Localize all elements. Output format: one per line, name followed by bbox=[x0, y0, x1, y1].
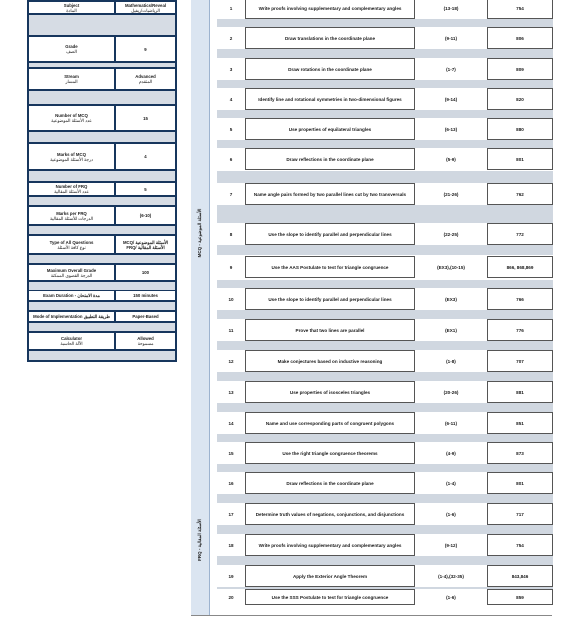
question-description: Name angle pairs formed by two parallel lines cut by two transversals bbox=[245, 183, 415, 205]
question-description: Use the right triangle congruence theorems bbox=[245, 442, 415, 464]
question-row bbox=[217, 319, 553, 341]
question-number: 12 bbox=[217, 350, 245, 372]
question-range: (EX3) bbox=[415, 288, 487, 310]
mode-value: Paper-Based bbox=[116, 312, 175, 321]
question-page: 820 bbox=[487, 88, 553, 110]
question-range: (5-9) bbox=[415, 148, 487, 170]
question-row bbox=[217, 350, 553, 372]
row-gap bbox=[217, 205, 553, 223]
question-range: (13-18) bbox=[415, 0, 487, 19]
calculator-label-ar: الآلة الحاسبة bbox=[60, 341, 83, 346]
question-number: 14 bbox=[217, 412, 245, 434]
question-row bbox=[217, 565, 553, 587]
marks-frq-label: Marks per FRQ bbox=[56, 210, 87, 216]
question-page: 880 bbox=[487, 118, 553, 140]
row-gap bbox=[217, 341, 553, 350]
subject-label-cell bbox=[29, 2, 114, 13]
stream-value-ar: المتقدم bbox=[138, 79, 153, 84]
question-page: 809 bbox=[487, 58, 553, 80]
question-page: 762 bbox=[487, 183, 553, 205]
stream-value-cell bbox=[116, 69, 175, 89]
question-number: 6 bbox=[217, 148, 245, 170]
question-page: 772 bbox=[487, 223, 553, 245]
question-page: 873 bbox=[487, 442, 553, 464]
question-page: 754 bbox=[487, 0, 553, 19]
question-number: 8 bbox=[217, 223, 245, 245]
row-gap bbox=[217, 434, 553, 442]
marks-mcq-value: 4 bbox=[116, 144, 175, 169]
frq-section-label: FRQ - الأسئلة المقالية bbox=[197, 519, 202, 561]
question-description: Write proofs involving supplementary and complementary angles bbox=[245, 534, 415, 556]
question-number: 19 bbox=[217, 565, 245, 587]
row-gap bbox=[29, 197, 175, 205]
row-gap bbox=[217, 49, 553, 58]
table-bottom-edge bbox=[191, 615, 552, 620]
question-row bbox=[217, 118, 553, 140]
question-number: 4 bbox=[217, 88, 245, 110]
question-page: 754 bbox=[487, 534, 553, 556]
question-description: Identify line and rotational symmetries in two-dimensional figures bbox=[245, 88, 415, 110]
question-page: 707 bbox=[487, 350, 553, 372]
question-description: Use properties of isosceles triangles bbox=[245, 381, 415, 403]
question-row bbox=[217, 503, 553, 525]
question-page: 881 bbox=[487, 381, 553, 403]
row-gap bbox=[217, 525, 553, 534]
max-grade-label-ar: الدرجة القصوى الممكنة bbox=[50, 272, 93, 278]
grade-value: 9 bbox=[116, 37, 175, 61]
question-row bbox=[217, 256, 553, 278]
num-mcq-label: Number of MCQ bbox=[55, 113, 88, 118]
question-page: 851 bbox=[487, 412, 553, 434]
num-mcq-label-cell bbox=[29, 106, 114, 130]
row-gap bbox=[217, 310, 553, 319]
row-gap bbox=[217, 494, 553, 503]
question-page: 776 bbox=[487, 319, 553, 341]
question-row bbox=[217, 27, 553, 49]
question-number: 17 bbox=[217, 503, 245, 525]
num-mcq-value: 15 bbox=[116, 106, 175, 130]
question-number: 10 bbox=[217, 288, 245, 310]
row-gap bbox=[29, 132, 175, 142]
question-range: (22-25) bbox=[415, 223, 487, 245]
question-number: 15 bbox=[217, 442, 245, 464]
question-page: 801 bbox=[487, 472, 553, 494]
question-description: Draw reflections in the coordinate plane bbox=[245, 472, 415, 494]
question-number: 1 bbox=[217, 0, 245, 19]
question-number: 9 bbox=[217, 256, 245, 278]
question-row bbox=[217, 381, 553, 403]
question-range: (6-13) bbox=[415, 118, 487, 140]
question-row bbox=[217, 223, 553, 245]
num-mcq-label-ar: عدد الأسئلة الموضوعية bbox=[51, 118, 92, 123]
question-description: Use the SSS Postulate to test for triangle congruence bbox=[245, 589, 415, 605]
subject-value: Mathematics/Reveal bbox=[124, 2, 167, 8]
subject-value-ar: الرياضيات/ريفيل bbox=[131, 7, 160, 13]
row-gap bbox=[217, 280, 553, 288]
row-gap bbox=[217, 171, 553, 183]
question-description: Apply the Exterior Angle Theorem bbox=[245, 565, 415, 587]
question-page: 866, 868,869 bbox=[487, 256, 553, 278]
question-description: Use the slope to identify parallel and perpendicular lines bbox=[245, 223, 415, 245]
question-range: (1-6) bbox=[415, 503, 487, 525]
question-range: (21-26) bbox=[415, 183, 487, 205]
question-number: 3 bbox=[217, 58, 245, 80]
question-page: 859 bbox=[487, 589, 553, 605]
question-row bbox=[217, 148, 553, 170]
max-grade-label: Maximum Overall Grade bbox=[46, 267, 97, 273]
question-row bbox=[217, 412, 553, 434]
question-page: 717 bbox=[487, 503, 553, 525]
question-number: 5 bbox=[217, 118, 245, 140]
question-number: 11 bbox=[217, 319, 245, 341]
row-gap bbox=[217, 245, 553, 255]
question-range: (9-11) bbox=[415, 27, 487, 49]
max-grade-label-cell bbox=[29, 265, 114, 280]
question-page: 806 bbox=[487, 27, 553, 49]
question-description: Write proofs involving supplementary and complementary angles bbox=[245, 0, 415, 19]
question-range: (9-12) bbox=[415, 534, 487, 556]
question-row bbox=[217, 534, 553, 556]
marks-frq-value: (6-10) bbox=[116, 207, 175, 224]
question-description: Name and use corresponding parts of congruent polygons bbox=[245, 412, 415, 434]
question-description: Determine truth values of negations, conjunctions, and disjunctions bbox=[245, 503, 415, 525]
marks-mcq-label-ar: درجة الأسئلة الموضوعية bbox=[50, 156, 93, 162]
question-type-value-cell bbox=[116, 236, 175, 253]
question-description: Make conjectures based on inductive reasoning bbox=[245, 350, 415, 372]
question-number: 20 bbox=[217, 589, 245, 605]
question-number: 16 bbox=[217, 472, 245, 494]
calculator-value: Allowed bbox=[137, 336, 154, 341]
row-gap bbox=[29, 226, 175, 234]
num-frq-value: 5 bbox=[116, 183, 175, 195]
calculator-label: Calculator bbox=[60, 336, 82, 341]
question-range: (6-11) bbox=[415, 412, 487, 434]
question-range: (4-9) bbox=[415, 442, 487, 464]
question-type-value-ar: FRQ/ الأسئلة المقالية bbox=[126, 244, 165, 250]
question-description: Draw translations in the coordinate plane bbox=[245, 27, 415, 49]
marks-mcq-label-cell bbox=[29, 144, 114, 169]
row-gap bbox=[29, 302, 175, 310]
question-page: 801 bbox=[487, 148, 553, 170]
question-type-label-cell bbox=[29, 236, 114, 253]
grade-label: Grade bbox=[65, 44, 78, 49]
row-gap bbox=[217, 556, 553, 565]
question-row bbox=[217, 472, 553, 494]
num-frq-label-ar: عدد الأسئلة المقالية bbox=[54, 189, 89, 194]
question-type-label: Type of All Questions bbox=[49, 239, 94, 245]
question-row bbox=[217, 589, 553, 605]
question-number: 2 bbox=[217, 27, 245, 49]
question-description: Use properties of equilateral triangles bbox=[245, 118, 415, 140]
stream-label-cell bbox=[29, 69, 114, 89]
question-description: Use the AAS Postulate to test for triangle congruence bbox=[245, 256, 415, 278]
question-number: 18 bbox=[217, 534, 245, 556]
question-row bbox=[217, 58, 553, 80]
mode-label: Mode of Implementation طريقة التطبيق bbox=[29, 312, 114, 321]
row-gap bbox=[29, 15, 175, 35]
question-range: (1-6) bbox=[415, 589, 487, 605]
row-gap bbox=[29, 63, 175, 67]
question-range: (1-7) bbox=[415, 58, 487, 80]
question-number: 7 bbox=[217, 183, 245, 205]
marks-frq-label-ar: الدرجات للأسئلة المقالية bbox=[49, 215, 94, 221]
row-gap bbox=[29, 255, 175, 263]
grade-label-cell bbox=[29, 37, 114, 61]
question-row bbox=[217, 442, 553, 464]
question-page: 766 bbox=[487, 288, 553, 310]
stream-label: Stream bbox=[64, 74, 79, 79]
marks-frq-label-cell bbox=[29, 207, 114, 224]
question-description: Use the slope to identify parallel and perpendicular lines bbox=[245, 288, 415, 310]
row-gap bbox=[217, 80, 553, 88]
calculator-value-cell bbox=[116, 333, 175, 349]
question-type-label-ar: نوع كافة الأسئلة bbox=[57, 244, 86, 250]
question-row bbox=[217, 183, 553, 205]
row-gap bbox=[29, 171, 175, 181]
row-gap bbox=[217, 140, 553, 148]
row-gap bbox=[29, 351, 175, 360]
question-page: 843,846 bbox=[487, 565, 553, 587]
calculator-value-ar: مسموحة bbox=[137, 341, 154, 346]
num-frq-label: Number of FRQ bbox=[55, 184, 88, 189]
subject-label-ar: المادة bbox=[66, 7, 77, 13]
question-range: (EX3),(10-15) bbox=[415, 256, 487, 278]
subject-label: Subject bbox=[63, 2, 80, 8]
row-gap bbox=[29, 282, 175, 290]
exam-info-table bbox=[27, 0, 177, 362]
row-gap bbox=[217, 372, 553, 381]
question-range: (20-26) bbox=[415, 381, 487, 403]
row-gap bbox=[29, 91, 175, 104]
question-row bbox=[217, 0, 553, 19]
question-range: (1-4),(32-35) bbox=[415, 565, 487, 587]
question-range: (9-14) bbox=[415, 88, 487, 110]
max-grade-value: 100 bbox=[116, 265, 175, 280]
question-description: Draw rotations in the coordinate plane bbox=[245, 58, 415, 80]
marks-mcq-label: Marks of MCQ bbox=[57, 151, 86, 157]
mcq-section-label: MCQ - الأسئلة الموضوعية bbox=[197, 208, 202, 257]
question-range: (EX1) bbox=[415, 319, 487, 341]
question-range: (1-4) bbox=[415, 472, 487, 494]
row-gap bbox=[29, 323, 175, 331]
duration-value: 150 minutes bbox=[116, 291, 175, 300]
question-row bbox=[217, 288, 553, 310]
question-range: (1-8) bbox=[415, 350, 487, 372]
stream-value: Advanced bbox=[135, 74, 156, 79]
calculator-label-cell bbox=[29, 333, 114, 349]
row-gap bbox=[217, 110, 553, 118]
frq-section-band bbox=[191, 465, 210, 615]
subject-value-cell bbox=[116, 2, 175, 13]
mcq-section-band bbox=[191, 0, 210, 465]
question-description: Draw reflections in the coordinate plane bbox=[245, 148, 415, 170]
question-type-value: MCQ/ الأسئلة الموضوعية bbox=[122, 239, 169, 245]
grade-label-ar: الصف bbox=[66, 49, 77, 54]
row-gap bbox=[217, 464, 553, 472]
duration-label: Exam Duration - مدة الامتحان bbox=[29, 291, 114, 300]
num-frq-label-cell bbox=[29, 183, 114, 195]
question-row bbox=[217, 88, 553, 110]
stream-label-ar: المسار bbox=[65, 79, 78, 84]
question-description: Prove that two lines are parallel bbox=[245, 319, 415, 341]
row-gap bbox=[217, 403, 553, 412]
question-number: 13 bbox=[217, 381, 245, 403]
